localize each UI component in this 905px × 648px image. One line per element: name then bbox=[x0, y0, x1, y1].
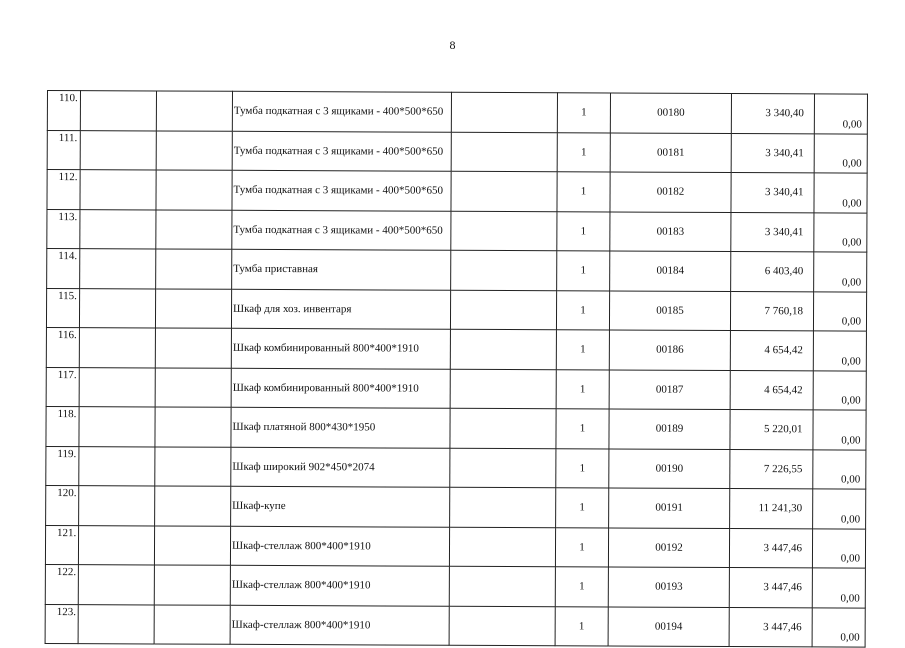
quantity-cell: 1 bbox=[557, 93, 610, 133]
row-number-cell: 114. bbox=[47, 249, 80, 289]
price-cell: 3 340,40 bbox=[731, 93, 814, 133]
item-name-cell: Шкаф-стеллаж 800*400*1910 bbox=[230, 565, 449, 605]
table-row bbox=[46, 327, 866, 370]
quantity-cell: 1 bbox=[556, 290, 609, 330]
empty-cell bbox=[154, 525, 230, 565]
empty-cell bbox=[80, 170, 156, 210]
empty-cell bbox=[79, 446, 155, 486]
empty-cell bbox=[79, 288, 155, 328]
empty-cell bbox=[156, 170, 232, 210]
quantity-cell: 1 bbox=[556, 409, 609, 449]
total-cell: 0,00 bbox=[812, 528, 865, 568]
inventory-code-cell: 00183 bbox=[610, 211, 731, 251]
empty-cell bbox=[450, 329, 556, 369]
item-name-cell: Шкаф для хоз. инвентаря bbox=[231, 289, 450, 329]
quantity-cell: 1 bbox=[556, 369, 609, 409]
row-number-cell: 113. bbox=[47, 209, 80, 249]
inventory-code-cell: 00184 bbox=[610, 251, 731, 291]
quantity-cell: 1 bbox=[555, 567, 608, 607]
price-cell: 3 340,41 bbox=[731, 133, 814, 173]
quantity-cell: 1 bbox=[557, 172, 610, 212]
empty-cell bbox=[449, 527, 555, 567]
price-cell: 5 220,01 bbox=[730, 409, 813, 449]
quantity-cell: 1 bbox=[557, 251, 610, 291]
table-row bbox=[46, 367, 866, 410]
table-row bbox=[45, 525, 865, 568]
quantity-cell: 1 bbox=[557, 132, 610, 172]
item-name-cell: Тумба подкатная с 3 ящиками - 400*500*650 bbox=[232, 91, 451, 131]
row-number-cell: 120. bbox=[46, 485, 79, 525]
table-row bbox=[45, 564, 865, 607]
empty-cell bbox=[80, 249, 156, 289]
item-name-cell: Шкаф широкий 902*450*2074 bbox=[231, 447, 450, 487]
empty-cell bbox=[155, 446, 231, 486]
table-row bbox=[47, 209, 867, 252]
row-number-cell: 121. bbox=[45, 525, 78, 565]
table-row bbox=[47, 130, 867, 173]
empty-cell bbox=[451, 92, 557, 132]
empty-cell bbox=[156, 209, 232, 249]
total-cell: 0,00 bbox=[814, 94, 867, 134]
row-number-cell: 117. bbox=[46, 367, 79, 407]
price-cell: 4 654,42 bbox=[730, 370, 813, 410]
inventory-code-cell: 00180 bbox=[610, 93, 731, 133]
empty-cell bbox=[451, 132, 557, 172]
total-cell: 0,00 bbox=[813, 449, 866, 489]
empty-cell bbox=[450, 408, 556, 448]
item-name-cell: Шкаф-купе bbox=[231, 486, 450, 526]
quantity-cell: 1 bbox=[555, 606, 608, 646]
item-name-cell: Тумба подкатная с 3 ящиками - 400*500*650 bbox=[232, 210, 451, 250]
row-number-cell: 119. bbox=[46, 446, 79, 486]
empty-cell bbox=[156, 249, 232, 289]
table-row bbox=[45, 604, 865, 647]
empty-cell bbox=[155, 288, 231, 328]
empty-cell bbox=[156, 91, 232, 131]
total-cell: 0,00 bbox=[814, 212, 867, 252]
empty-cell bbox=[155, 367, 231, 407]
inventory-code-cell: 00187 bbox=[609, 369, 730, 409]
total-cell: 0,00 bbox=[814, 252, 867, 292]
item-name-cell: Шкаф комбинированный 800*400*1910 bbox=[231, 328, 450, 368]
row-number-cell: 110. bbox=[47, 91, 80, 131]
inventory-code-cell: 00194 bbox=[608, 606, 729, 646]
inventory-code-cell: 00189 bbox=[609, 409, 730, 449]
price-cell: 4 654,42 bbox=[730, 330, 813, 370]
row-number-cell: 112. bbox=[47, 170, 80, 210]
quantity-cell: 1 bbox=[555, 527, 608, 567]
page-number: 8 bbox=[449, 38, 456, 52]
quantity-cell: 1 bbox=[556, 488, 609, 528]
row-number-cell: 116. bbox=[46, 327, 79, 367]
total-cell: 0,00 bbox=[814, 173, 867, 213]
item-name-cell: Тумба подкатная с 3 ящиками - 400*500*650 bbox=[232, 131, 451, 171]
empty-cell bbox=[80, 209, 156, 249]
inventory-code-cell: 00181 bbox=[610, 132, 731, 172]
table-row bbox=[47, 170, 867, 213]
inventory-code-cell: 00186 bbox=[609, 330, 730, 370]
price-cell: 3 447,46 bbox=[729, 528, 812, 568]
item-name-cell: Шкаф-стеллаж 800*400*1910 bbox=[230, 605, 449, 645]
empty-cell bbox=[154, 565, 230, 605]
table-row bbox=[47, 91, 867, 134]
table-row bbox=[46, 485, 866, 528]
quantity-cell: 1 bbox=[556, 330, 609, 370]
inventory-table bbox=[45, 90, 868, 648]
row-number-cell: 115. bbox=[46, 288, 79, 328]
price-cell: 7 226,55 bbox=[730, 449, 813, 489]
total-cell: 0,00 bbox=[813, 489, 866, 529]
price-cell: 6 403,40 bbox=[731, 251, 814, 291]
total-cell: 0,00 bbox=[813, 410, 866, 450]
empty-cell bbox=[78, 604, 154, 644]
inventory-code-cell: 00185 bbox=[609, 290, 730, 330]
empty-cell bbox=[78, 565, 154, 605]
empty-cell bbox=[78, 525, 154, 565]
inventory-code-cell: 00182 bbox=[610, 172, 731, 212]
price-cell: 3 340,41 bbox=[731, 212, 814, 252]
table-body bbox=[45, 91, 867, 648]
row-number-cell: 123. bbox=[45, 604, 78, 644]
empty-cell bbox=[451, 250, 557, 290]
total-cell: 0,00 bbox=[813, 370, 866, 410]
row-number-cell: 122. bbox=[45, 564, 78, 604]
empty-cell bbox=[79, 328, 155, 368]
empty-cell bbox=[79, 407, 155, 447]
table-row bbox=[47, 249, 867, 292]
item-name-cell: Тумба подкатная с 3 ящиками - 400*500*650 bbox=[232, 170, 451, 210]
empty-cell bbox=[450, 487, 556, 527]
price-cell: 3 447,46 bbox=[729, 567, 812, 607]
total-cell: 0,00 bbox=[813, 331, 866, 371]
empty-cell bbox=[154, 604, 230, 644]
inventory-code-cell: 00191 bbox=[609, 488, 730, 528]
table-row bbox=[46, 288, 866, 331]
empty-cell bbox=[451, 171, 557, 211]
empty-cell bbox=[450, 369, 556, 409]
table-row bbox=[46, 446, 866, 489]
total-cell: 0,00 bbox=[813, 291, 866, 331]
empty-cell bbox=[451, 211, 557, 251]
price-cell: 3 447,46 bbox=[729, 607, 812, 647]
total-cell: 0,00 bbox=[812, 568, 865, 608]
total-cell: 0,00 bbox=[812, 607, 865, 647]
item-name-cell: Шкаф-стеллаж 800*400*1910 bbox=[230, 526, 449, 566]
row-number-cell: 118. bbox=[46, 406, 79, 446]
empty-cell bbox=[156, 130, 232, 170]
price-cell: 3 340,41 bbox=[731, 172, 814, 212]
empty-cell bbox=[155, 486, 231, 526]
item-name-cell: Шкаф платяной 800*430*1950 bbox=[231, 407, 450, 447]
empty-cell bbox=[450, 290, 556, 330]
empty-cell bbox=[450, 448, 556, 488]
inventory-code-cell: 00193 bbox=[608, 567, 729, 607]
row-number-cell: 111. bbox=[47, 130, 80, 170]
empty-cell bbox=[80, 130, 156, 170]
empty-cell bbox=[80, 91, 156, 131]
inventory-code-cell: 00192 bbox=[608, 527, 729, 567]
total-cell: 0,00 bbox=[814, 133, 867, 173]
table-row bbox=[46, 406, 866, 449]
inventory-code-cell: 00190 bbox=[609, 448, 730, 488]
quantity-cell: 1 bbox=[557, 211, 610, 251]
empty-cell bbox=[449, 566, 555, 606]
empty-cell bbox=[79, 486, 155, 526]
price-cell: 11 241,30 bbox=[730, 488, 813, 528]
empty-cell bbox=[79, 367, 155, 407]
item-name-cell: Тумба приставная bbox=[232, 249, 451, 289]
quantity-cell: 1 bbox=[556, 448, 609, 488]
empty-cell bbox=[155, 407, 231, 447]
empty-cell bbox=[155, 328, 231, 368]
price-cell: 7 760,18 bbox=[730, 291, 813, 331]
item-name-cell: Шкаф комбинированный 800*400*1910 bbox=[231, 368, 450, 408]
